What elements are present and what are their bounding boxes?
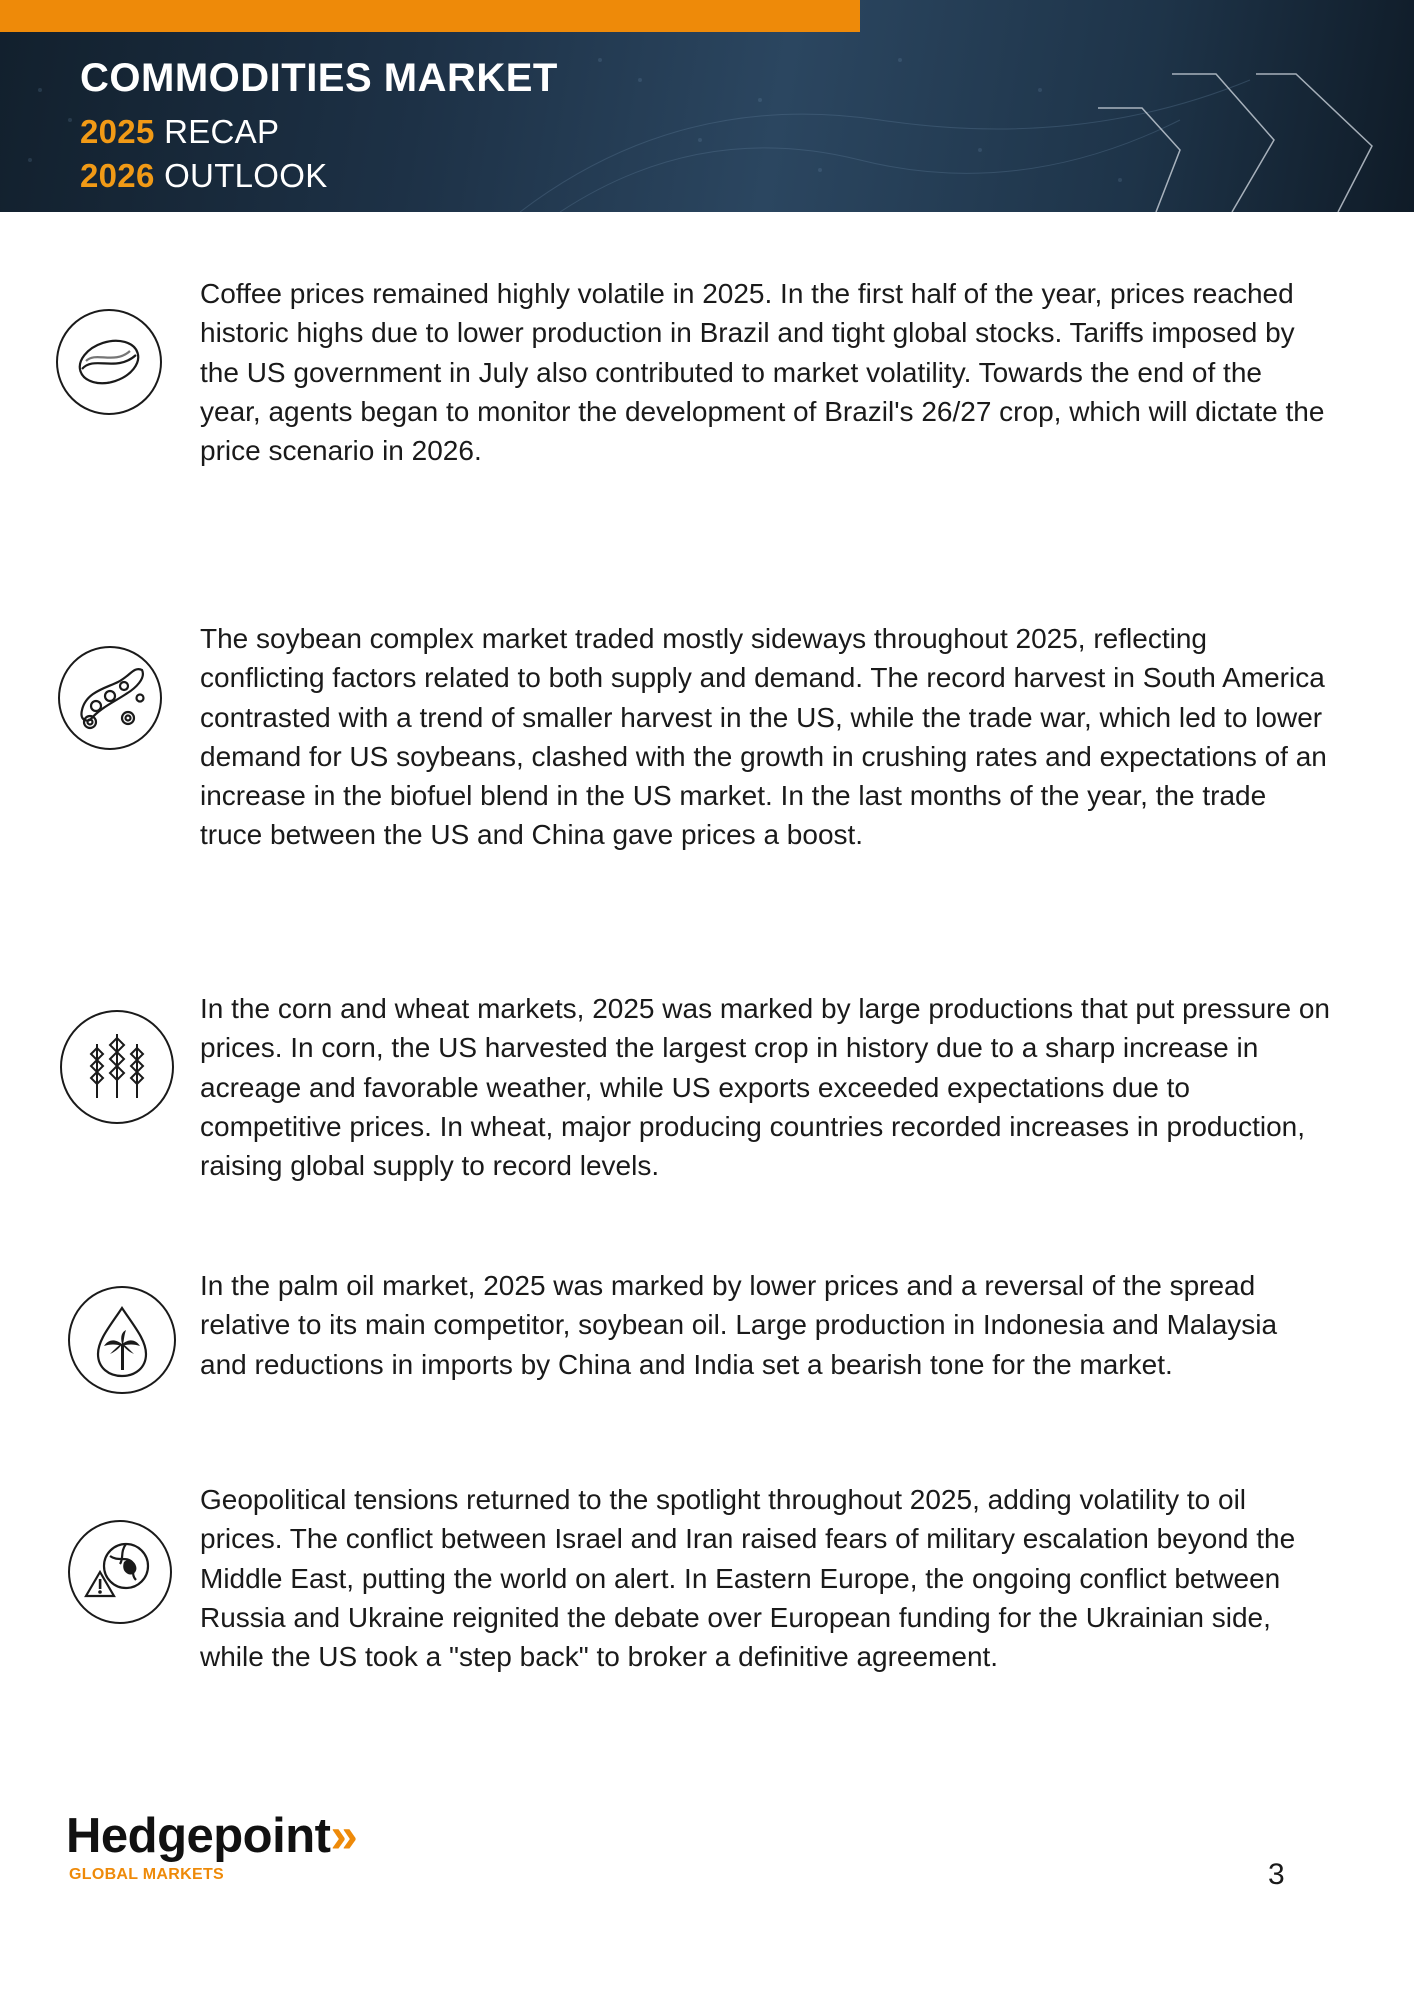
chevron-right-icon: » (330, 1809, 358, 1863)
header-accent-bar (0, 0, 860, 32)
header-banner (0, 0, 1414, 212)
brand-logo-subtitle: GLOBAL MARKETS (69, 1866, 225, 1883)
palm-oil-paragraph: In the palm oil market, 2025 was marked by lower prices and a reversal of the spread relative to its main competitor, soybean oil. Large production in Indonesia and Malaysia and reductions in imports by China and India set a bearish tone for the market. (200, 1270, 1278, 1380)
soybean-paragraph: The soybean complex market traded mostly sideways throughout 2025, reflecting conflicting factors related to both supply and demand. The record harvest in South America contrasted with a trend of smaller harvest in the US, while the trade war, which led to lower demand for US soybeans, clashed with the growth in crushing rates and expectations of an increase in the biofuel blend in the US market. In the last months of the year, the trade truce between the US and China gave prices a boost. (200, 623, 1327, 851)
brand-logo (66, 1808, 357, 1864)
coffee-paragraph: Coffee prices remained highly volatile in 2025. In the first half of the year, prices reached historic highs due to lower production in Brazil and tight global stocks. Tariffs imposed by the US government in July also contributed to market volatility. Towards the end of the year, agents began to monitor the development of Brazil's 26/27 crop, which will dictate the price scenario in 2026. (200, 278, 1325, 467)
globe-warning-icon (68, 1520, 172, 1624)
page-title: COMMODITIES MARKET (80, 56, 558, 100)
coffee-bean-icon (56, 309, 162, 415)
geopolitics-paragraph: Geopolitical tensions returned to the spotlight throughout 2025, adding volatility to oil prices. The conflict between Israel and Iran raised fears of military escalation beyond the Middle East, putting the world on alert. In Eastern Europe, the ongoing conflict between Russia and Ukraine reignited the debate over European funding for the Ukrainian side, while the US took a "step back" to broker a definitive agreement. (200, 1484, 1296, 1673)
soybean-pod-icon (58, 646, 162, 750)
outlook-subtitle (80, 157, 328, 195)
brand-logo-name: Hedgepoint (66, 1809, 331, 1863)
recap-subtitle (80, 113, 279, 151)
palm-oil-drop-icon (68, 1286, 176, 1394)
page-number: 3 (1268, 1858, 1285, 1891)
wheat-icon (60, 1010, 174, 1124)
corn-wheat-paragraph: In the corn and wheat markets, 2025 was marked by large productions that put pressure on prices. In corn, the US harvested the largest crop in history due to a sharp increase in acreage and favorable weather, while US exports exceeded expectations due to competitive prices. In wheat, major producing countries recorded increases in production, raising global supply to record levels. (200, 993, 1330, 1182)
outlook-label: OUTLOOK (164, 157, 328, 194)
recap-label: RECAP (164, 113, 280, 150)
outlook-year: 2026 (80, 157, 155, 194)
recap-year: 2025 (80, 113, 155, 150)
